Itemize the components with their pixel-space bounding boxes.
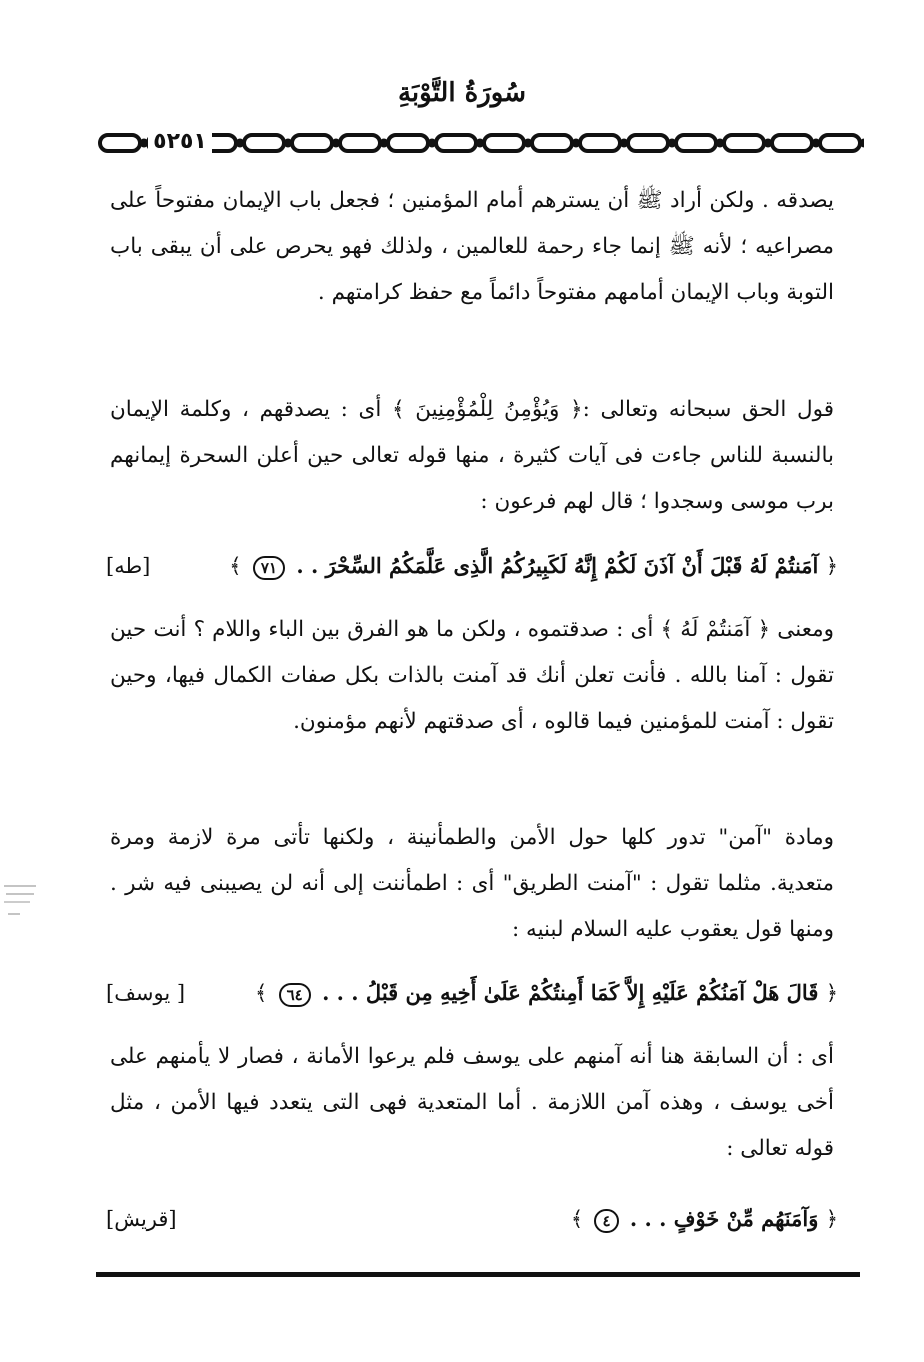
ayah-number: ٧١ — [253, 556, 285, 580]
ornament-link — [340, 135, 380, 151]
verse-close-bracket: ﴾ — [255, 981, 268, 1005]
ornament-dot — [142, 141, 147, 146]
page-number: ٥٢٥١ — [148, 128, 212, 156]
surah-title: سُورَةُ التَّوْبَةِ — [397, 78, 527, 108]
surah-reference: [طه] — [106, 554, 151, 578]
paragraph-3: ومعنى ﴿ آمَنتُمْ لَهُ ﴾ أى : صدقتموه ، ولكن ما هو الفرق بين الباء واللام ؟ أنت حين تقول : آمنا بالله . فأنت تعلن أنك قد آمنت بالذات بكل صفات الكمال فيها، وحين تقول : آمنت للمؤمنين فيما قالوه ، أى صدقتهم لأنهم مؤمنون. — [110, 617, 834, 734]
ornament-dot — [718, 141, 723, 146]
paragraph-2: قول الحق سبحانه وتعالى :﴿ وَيُؤْمِنُ لِلْمُؤْمِنِينَ ﴾ أى : يصدقهم ، وكلمة الإيمان بالنسبة للناس جاءت فى آيات كثيرة ، منها قوله تعالى حين أعلن السحرة إيمانهم برب موسى وسجدوا ؛ قال لهم فرعون : — [110, 397, 834, 514]
ornament-link — [724, 135, 764, 151]
ornament-dot — [574, 141, 579, 146]
ornament-link — [820, 135, 860, 151]
ayah-number: ٦٤ — [279, 983, 311, 1007]
verse-yusuf — [106, 970, 838, 1016]
ornament-link — [532, 135, 572, 151]
ornament-dot — [478, 141, 483, 146]
ornament-link — [772, 135, 812, 151]
ornament-link — [676, 135, 716, 151]
ornament-dot — [526, 141, 531, 146]
ornament-link — [100, 135, 140, 151]
ornament-dot — [286, 141, 291, 146]
ornament-link — [388, 135, 428, 151]
verse-close-bracket: ﴾ — [570, 1207, 584, 1231]
ornament-link — [484, 135, 524, 151]
verse-open-bracket: ﴿ — [825, 981, 838, 1005]
surah-reference: [ يوسف] — [106, 981, 186, 1005]
ornament-dot — [430, 141, 435, 146]
ornament-dot — [334, 141, 339, 146]
ornament-dot — [766, 141, 771, 146]
ornament-link — [244, 135, 284, 151]
ornament-dot — [670, 141, 675, 146]
ayah-number: ٤ — [594, 1209, 618, 1233]
footer-rule — [96, 1272, 860, 1277]
surah-reference: [قريش] — [106, 1207, 177, 1231]
paragraph-1: يصدقه . ولكن أراد ﷺ أن يسترهم أمام المؤمنين ؛ فجعل باب الإيمان مفتوحاً على مصراعيه ؛ لأنه ﷺ إنما جاء رحمة للعالمين ، ولذلك فهو يحرص على أن يبقى باب التوبة وباب الإيمان أمامهم مفتوحاً دائماً مع حفظ كرامتهم . — [110, 188, 834, 305]
ornament-dot — [238, 141, 243, 146]
paragraph-4: ومادة "آمن" تدور كلها حول الأمن والطمأنينة ، ولكنها تأتى مرة لازمة ومرة متعدية. مثلما تقول : "آمنت الطريق" أى : اطمأننت إلى أنه لن يصيبنى فيه شر . ومنها قول يعقوب عليه السلام لبنيه : — [110, 825, 834, 942]
verse-taha — [106, 543, 838, 589]
verse-text: آمَنتُمْ لَهُ قَبْلَ أَنْ آذَنَ لَكُمْ إِنَّهُ لَكَبِيرُكُمُ الَّذِى عَلَّمَكُمُ السِّحْرَ . . — [296, 553, 819, 578]
verse-text: قَالَ هَلْ آمَنُكُمْ عَلَيْهِ إِلاَّ كَمَا أَمِنتُكُمْ عَلَىٰ أَخِيهِ مِن قَبْلُ . . . — [322, 980, 819, 1005]
verse-text: وَآمَنَهُم مِّنْ خَوْفٍ . . . — [629, 1206, 819, 1231]
margin-scan-mark — [0, 880, 40, 920]
paragraph-5: أى : أن السابقة هنا أنه آمنهم على يوسف فلم يرعوا الأمانة ، فصار لا يأمنهم على أخى يوسف ، وهذه آمن اللازمة . أما المتعدية فهى التى يتعدد فيها الأمن ، مثل قوله تعالى : — [110, 1044, 834, 1161]
ornament-dot — [622, 141, 627, 146]
verse-close-bracket: ﴾ — [229, 554, 242, 578]
verse-open-bracket: ﴿ — [825, 554, 838, 578]
ornament-link — [580, 135, 620, 151]
verse-open-bracket: ﴿ — [825, 1207, 838, 1231]
ornament-dot — [862, 141, 865, 146]
ornament-dot — [382, 141, 387, 146]
verse-quraysh — [106, 1196, 838, 1242]
ornament-link — [292, 135, 332, 151]
ornament-dot — [814, 141, 819, 146]
ornament-link — [628, 135, 668, 151]
ornament-link — [436, 135, 476, 151]
